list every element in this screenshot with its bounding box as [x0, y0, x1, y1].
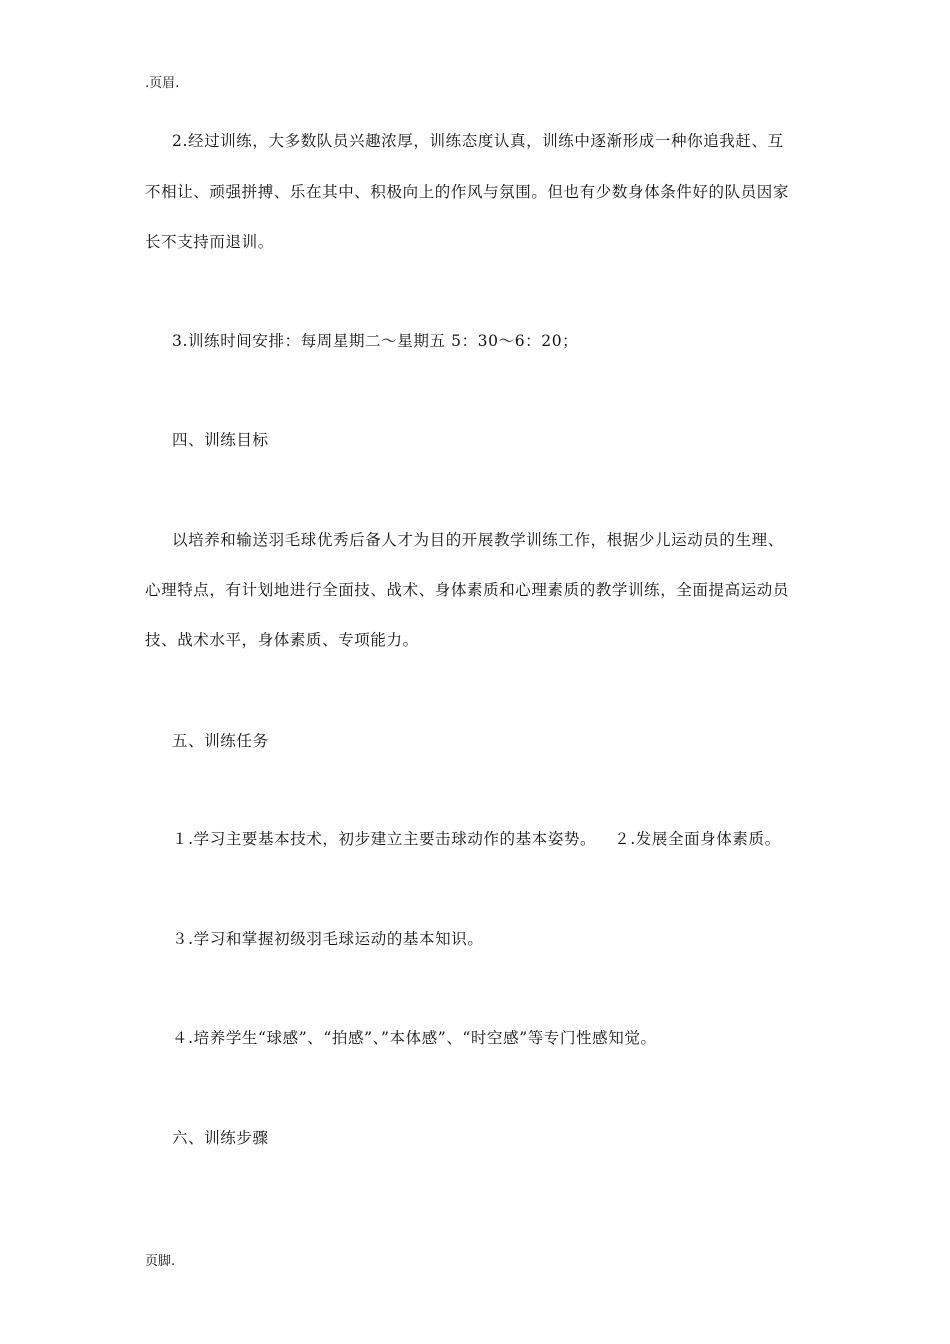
goal-line-1: 以培养和输送羽毛球优秀后备人才为目的开展教学训练工作，根据少儿运动员的生理、 [172, 531, 784, 549]
paragraph-2-line-3: 长不支持而退训。 [145, 233, 274, 251]
task-line-1-2 [172, 829, 781, 849]
page-header: .页眉. [145, 76, 180, 91]
goal-line-3: 技、战术水平，身体素质、专项能力。 [145, 631, 419, 649]
paragraph-2-line-1: 2.经过训练，大多数队员兴趣浓厚，训练态度认真，训练中逐渐形成一种你追我赶、互 [172, 132, 784, 150]
task-2: ２.发展全面身体素质。 [614, 830, 781, 848]
task-1: １.学习主要基本技术，初步建立主要击球动作的基本姿势。 [172, 830, 597, 848]
goal-line-2: 心理特点，有计划地进行全面技、战术、身体素质和心理素质的教学训练，全面提高运动员 [145, 581, 790, 599]
page-footer: 页脚. [145, 1254, 176, 1269]
paragraph-2-line-2: 不相让、顽强拼搏、乐在其中、积极向上的作风与氛围。但也有少数身体条件好的队员因家 [145, 183, 790, 201]
paragraph-3: 3.训练时间安排：每周星期二～星期五 5：30～6：20； [172, 332, 579, 350]
section-5-heading: 五、训练任务 [172, 732, 269, 750]
section-4-heading: 四、训练目标 [172, 431, 269, 449]
section-6-heading: 六、训练步骤 [172, 1129, 269, 1147]
task-3: ３.学习和掌握初级羽毛球运动的基本知识。 [172, 930, 484, 948]
task-4: ４.培养学生“球感”、“拍感”、”本体感”、“时空感”等专门性感知觉。 [172, 1029, 657, 1047]
